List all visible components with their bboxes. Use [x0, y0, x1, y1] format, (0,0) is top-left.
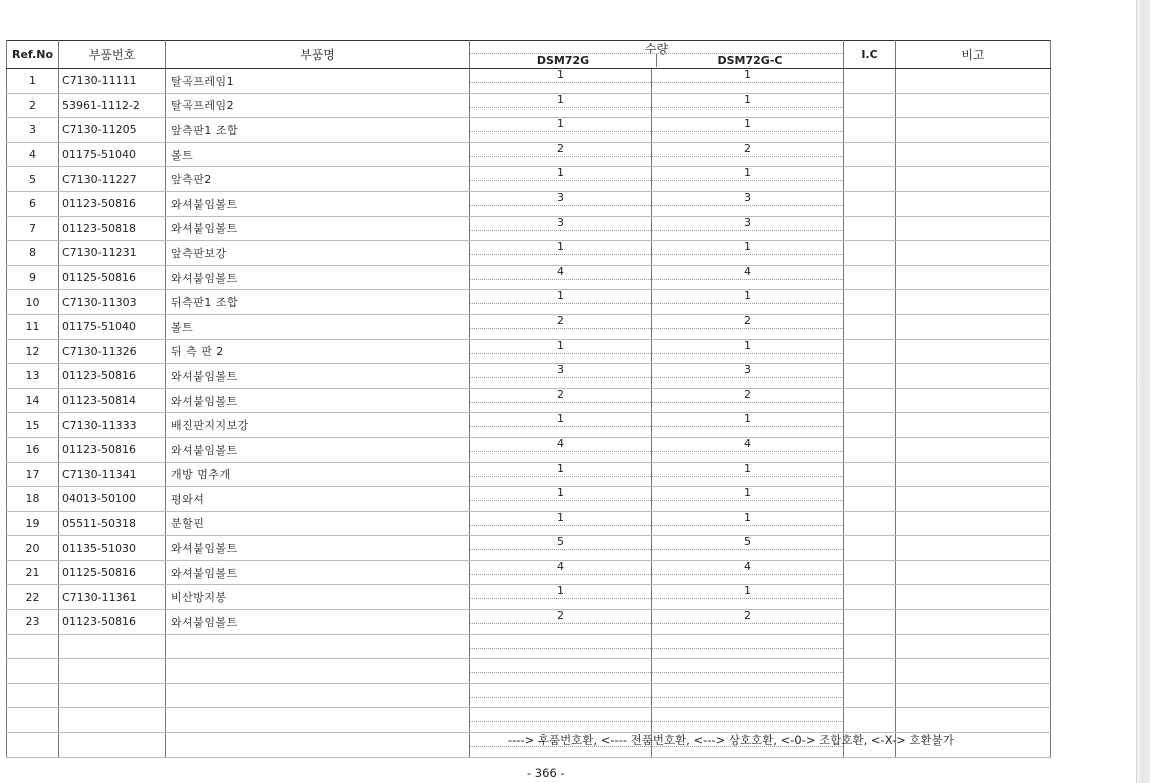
qty-value: 1: [470, 118, 651, 132]
cell-qty-model-2: [652, 536, 844, 561]
cell-qty-model-1: [470, 511, 652, 536]
qty-value: 1: [470, 94, 651, 108]
cell-qty-model-1: [470, 683, 652, 708]
cell-part-name: 개방 멈추개: [166, 462, 470, 487]
qty-value: 4: [470, 266, 651, 280]
table-header-row: [7, 41, 1051, 69]
cell-remarks: [896, 659, 1051, 684]
cell-ref-no: 8: [7, 241, 59, 266]
table-row: [7, 290, 1051, 315]
cell-ic: [844, 339, 896, 364]
cell-remarks: [896, 487, 1051, 512]
cell-remarks: [896, 241, 1051, 266]
cell-ref-no: 12: [7, 339, 59, 364]
cell-qty-model-2: [652, 265, 844, 290]
cell-part-name: 와셔붙임볼트: [166, 437, 470, 462]
table-row: [7, 167, 1051, 192]
cell-part-no: C7130-11303: [59, 290, 166, 315]
qty-value: 1: [470, 487, 651, 501]
cell-part-no: 01123-50816: [59, 437, 166, 462]
cell-qty-model-2: [652, 585, 844, 610]
cell-ref-no: [7, 733, 59, 758]
table-row: [7, 659, 1051, 684]
cell-part-name: 배진판지지보강: [166, 413, 470, 438]
cell-part-name: 와셔붙임볼트: [166, 364, 470, 389]
cell-part-name: 볼트: [166, 142, 470, 167]
cell-ic: [844, 314, 896, 339]
cell-ref-no: [7, 634, 59, 659]
cell-part-no: C7130-11227: [59, 167, 166, 192]
cell-part-name: 뒤측판1 조합: [166, 290, 470, 315]
cell-part-no: [59, 708, 166, 733]
table-row: [7, 93, 1051, 118]
cell-ic: [844, 241, 896, 266]
scanner-edge: [1136, 0, 1150, 783]
header-models: [470, 53, 843, 67]
cell-ic: [844, 69, 896, 94]
cell-qty-model-2: [652, 634, 844, 659]
cell-ic: [844, 118, 896, 143]
cell-ref-no: 21: [7, 560, 59, 585]
cell-part-no: [59, 683, 166, 708]
cell-qty-model-2: [652, 437, 844, 462]
cell-ref-no: 22: [7, 585, 59, 610]
cell-remarks: [896, 585, 1051, 610]
cell-ic: [844, 388, 896, 413]
cell-remarks: [896, 216, 1051, 241]
qty-value: 2: [470, 315, 651, 329]
table-row: [7, 69, 1051, 94]
qty-value: 2: [470, 610, 651, 624]
cell-qty-model-1: [470, 265, 652, 290]
cell-part-no: 01125-50816: [59, 265, 166, 290]
qty-value: 1: [470, 512, 651, 526]
cell-remarks: [896, 167, 1051, 192]
cell-qty-model-2: [652, 683, 844, 708]
cell-ic: [844, 683, 896, 708]
cell-remarks: [896, 191, 1051, 216]
cell-qty-model-2: [652, 69, 844, 94]
cell-ref-no: 11: [7, 314, 59, 339]
header-ic: I.C: [844, 41, 896, 69]
cell-ref-no: 5: [7, 167, 59, 192]
qty-value: 1: [652, 512, 843, 526]
qty-value: [470, 635, 651, 649]
cell-qty-model-1: [470, 191, 652, 216]
cell-ref-no: 15: [7, 413, 59, 438]
cell-part-no: C7130-11326: [59, 339, 166, 364]
table-row: [7, 511, 1051, 536]
table-row: [7, 314, 1051, 339]
cell-qty-model-1: [470, 560, 652, 585]
qty-value: 4: [652, 438, 843, 452]
cell-ic: [844, 659, 896, 684]
header-ref-no: Ref.No: [7, 41, 59, 69]
cell-qty-model-2: [652, 659, 844, 684]
cell-part-no: C7130-11333: [59, 413, 166, 438]
cell-part-name: 앞측판보강: [166, 241, 470, 266]
page-number: - 366 -: [527, 766, 565, 780]
cell-qty-model-1: [470, 487, 652, 512]
cell-ref-no: 2: [7, 93, 59, 118]
qty-value: 4: [470, 561, 651, 575]
header-quantity: [470, 41, 844, 69]
cell-qty-model-2: [652, 191, 844, 216]
cell-ic: [844, 364, 896, 389]
qty-value: 1: [652, 463, 843, 477]
cell-part-name: [166, 708, 470, 733]
cell-ic: [844, 216, 896, 241]
cell-part-name: 뒤 측 판 2: [166, 339, 470, 364]
cell-part-name: 와셔붙임볼트: [166, 216, 470, 241]
qty-value: 4: [652, 561, 843, 575]
cell-ic: [844, 93, 896, 118]
table-row: [7, 118, 1051, 143]
cell-remarks: [896, 462, 1051, 487]
cell-qty-model-2: [652, 167, 844, 192]
cell-remarks: [896, 69, 1051, 94]
cell-part-no: [59, 659, 166, 684]
cell-qty-model-2: [652, 708, 844, 733]
cell-qty-model-1: [470, 241, 652, 266]
header-remarks: 비고: [896, 41, 1051, 69]
table-body: [7, 69, 1051, 758]
cell-ref-no: 10: [7, 290, 59, 315]
qty-value: 2: [652, 610, 843, 624]
cell-part-no: C7130-11361: [59, 585, 166, 610]
qty-value: 1: [470, 340, 651, 354]
cell-ref-no: 3: [7, 118, 59, 143]
cell-qty-model-2: [652, 290, 844, 315]
table-row: [7, 610, 1051, 635]
cell-qty-model-2: [652, 314, 844, 339]
qty-value: 3: [652, 217, 843, 231]
cell-ic: [844, 610, 896, 635]
cell-part-no: 04013-50100: [59, 487, 166, 512]
cell-qty-model-1: [470, 93, 652, 118]
cell-remarks: [896, 339, 1051, 364]
cell-part-no: 01123-50816: [59, 610, 166, 635]
qty-value: 1: [652, 487, 843, 501]
cell-remarks: [896, 610, 1051, 635]
cell-qty-model-2: [652, 413, 844, 438]
cell-part-no: 01175-51040: [59, 142, 166, 167]
qty-value: [652, 708, 843, 722]
cell-qty-model-2: [652, 241, 844, 266]
qty-value: 1: [652, 69, 843, 83]
cell-part-no: 01123-50816: [59, 191, 166, 216]
cell-ic: [844, 585, 896, 610]
cell-part-name: [166, 733, 470, 758]
cell-remarks: [896, 388, 1051, 413]
cell-qty-model-1: [470, 585, 652, 610]
table-row: [7, 364, 1051, 389]
cell-qty-model-1: [470, 659, 652, 684]
cell-ref-no: [7, 659, 59, 684]
cell-part-name: 와셔붙임볼트: [166, 610, 470, 635]
header-quantity-title: 수량: [644, 42, 669, 56]
cell-qty-model-1: [470, 437, 652, 462]
cell-qty-model-2: [652, 118, 844, 143]
cell-part-name: 분할핀: [166, 511, 470, 536]
table-row: [7, 536, 1051, 561]
qty-value: 1: [470, 463, 651, 477]
cell-ic: [844, 290, 896, 315]
qty-value: 4: [652, 266, 843, 280]
cell-part-no: C7130-11111: [59, 69, 166, 94]
cell-remarks: [896, 364, 1051, 389]
cell-ic: [844, 413, 896, 438]
cell-part-name: 탈곡프레임1: [166, 69, 470, 94]
qty-value: 1: [652, 290, 843, 304]
cell-part-name: 와셔붙임볼트: [166, 536, 470, 561]
cell-ref-no: [7, 708, 59, 733]
cell-qty-model-2: [652, 462, 844, 487]
cell-ref-no: 1: [7, 69, 59, 94]
qty-value: 5: [652, 536, 843, 550]
cell-qty-model-1: [470, 462, 652, 487]
cell-ref-no: 14: [7, 388, 59, 413]
cell-qty-model-1: [470, 118, 652, 143]
cell-qty-model-1: [470, 142, 652, 167]
cell-ref-no: 19: [7, 511, 59, 536]
cell-part-name: 평와셔: [166, 487, 470, 512]
cell-qty-model-2: [652, 487, 844, 512]
qty-value: 2: [470, 143, 651, 157]
cell-part-name: 와셔붙임볼트: [166, 265, 470, 290]
cell-part-no: 01125-50816: [59, 560, 166, 585]
cell-qty-model-1: [470, 339, 652, 364]
table-row: [7, 634, 1051, 659]
qty-value: [652, 684, 843, 698]
qty-value: 2: [652, 315, 843, 329]
qty-value: [652, 659, 843, 673]
cell-part-name: 앞측판1 조합: [166, 118, 470, 143]
qty-value: 3: [470, 364, 651, 378]
cell-qty-model-1: [470, 167, 652, 192]
cell-part-no: [59, 634, 166, 659]
qty-value: 2: [652, 143, 843, 157]
table-row: [7, 191, 1051, 216]
cell-ref-no: [7, 683, 59, 708]
cell-remarks: [896, 560, 1051, 585]
cell-ic: [844, 536, 896, 561]
cell-ref-no: 13: [7, 364, 59, 389]
cell-ref-no: 16: [7, 437, 59, 462]
cell-ic: [844, 142, 896, 167]
table-row: [7, 462, 1051, 487]
cell-part-no: C7130-11231: [59, 241, 166, 266]
table-row: [7, 413, 1051, 438]
cell-part-no: C7130-11205: [59, 118, 166, 143]
cell-qty-model-2: [652, 364, 844, 389]
cell-part-name: 탈곡프레임2: [166, 93, 470, 118]
cell-ref-no: 20: [7, 536, 59, 561]
cell-qty-model-1: [470, 388, 652, 413]
qty-value: 3: [470, 217, 651, 231]
cell-part-no: 53961-1112-2: [59, 93, 166, 118]
cell-part-name: 비산방지봉: [166, 585, 470, 610]
qty-value: 3: [652, 364, 843, 378]
cell-remarks: [896, 511, 1051, 536]
cell-qty-model-2: [652, 142, 844, 167]
qty-value: 3: [470, 192, 651, 206]
qty-value: 1: [652, 340, 843, 354]
cell-part-no: 01123-50816: [59, 364, 166, 389]
qty-value: 1: [470, 585, 651, 599]
table-row: [7, 142, 1051, 167]
cell-ref-no: 17: [7, 462, 59, 487]
cell-ic: [844, 708, 896, 733]
cell-remarks: [896, 93, 1051, 118]
table-row: [7, 241, 1051, 266]
qty-value: 1: [470, 69, 651, 83]
qty-value: 1: [652, 94, 843, 108]
cell-qty-model-1: [470, 290, 652, 315]
cell-ic: [844, 462, 896, 487]
cell-qty-model-1: [470, 364, 652, 389]
cell-part-name: [166, 659, 470, 684]
cell-part-no: [59, 733, 166, 758]
cell-ic: [844, 634, 896, 659]
cell-part-name: [166, 683, 470, 708]
cell-ref-no: 6: [7, 191, 59, 216]
cell-part-name: 와셔붙임볼트: [166, 191, 470, 216]
cell-part-no: 01175-51040: [59, 314, 166, 339]
cell-part-name: 앞측판2: [166, 167, 470, 192]
qty-value: 1: [470, 290, 651, 304]
table-row: [7, 216, 1051, 241]
qty-value: 1: [470, 241, 651, 255]
header-part-name: 부품명: [166, 41, 470, 69]
qty-value: 2: [470, 389, 651, 403]
cell-part-no: 01123-50814: [59, 388, 166, 413]
qty-value: 1: [652, 413, 843, 427]
header-model-1: DSM72G: [470, 54, 657, 67]
cell-remarks: [896, 683, 1051, 708]
qty-value: 5: [470, 536, 651, 550]
cell-remarks: [896, 118, 1051, 143]
cell-remarks: [896, 265, 1051, 290]
cell-ref-no: 4: [7, 142, 59, 167]
cell-qty-model-1: [470, 536, 652, 561]
cell-ic: [844, 487, 896, 512]
cell-ref-no: 7: [7, 216, 59, 241]
qty-value: 1: [652, 118, 843, 132]
cell-part-no: C7130-11341: [59, 462, 166, 487]
cell-part-no: 05511-50318: [59, 511, 166, 536]
qty-value: 1: [652, 167, 843, 181]
cell-part-no: 01135-51030: [59, 536, 166, 561]
qty-value: 3: [652, 192, 843, 206]
cell-remarks: [896, 536, 1051, 561]
interchangeability-legend: ----> 후품번호환, <---- 전품번호환, <---> 상호호환, <-0-> 조합호환, <-X-> 호환불가: [508, 733, 954, 747]
cell-remarks: [896, 290, 1051, 315]
cell-qty-model-2: [652, 339, 844, 364]
qty-value: [470, 708, 651, 722]
cell-qty-model-2: [652, 560, 844, 585]
cell-qty-model-1: [470, 314, 652, 339]
table-row: [7, 487, 1051, 512]
header-part-no: 부품번호: [59, 41, 166, 69]
qty-value: [652, 635, 843, 649]
cell-ic: [844, 265, 896, 290]
table-row: [7, 265, 1051, 290]
cell-remarks: [896, 314, 1051, 339]
cell-remarks: [896, 142, 1051, 167]
cell-part-name: 와셔붙임볼트: [166, 388, 470, 413]
parts-table: [6, 40, 1051, 758]
cell-remarks: [896, 708, 1051, 733]
qty-value: 1: [652, 241, 843, 255]
cell-qty-model-1: [470, 610, 652, 635]
table-row: [7, 560, 1051, 585]
qty-value: 1: [652, 585, 843, 599]
table-row: [7, 437, 1051, 462]
cell-ic: [844, 167, 896, 192]
qty-value: 2: [652, 389, 843, 403]
table-row: [7, 708, 1051, 733]
qty-value: 1: [470, 167, 651, 181]
cell-remarks: [896, 437, 1051, 462]
table-row: [7, 388, 1051, 413]
table-row: [7, 585, 1051, 610]
cell-part-name: 와셔붙임볼트: [166, 560, 470, 585]
cell-qty-model-2: [652, 511, 844, 536]
cell-qty-model-2: [652, 93, 844, 118]
cell-ic: [844, 560, 896, 585]
qty-value: 1: [470, 413, 651, 427]
cell-qty-model-2: [652, 216, 844, 241]
cell-ic: [844, 191, 896, 216]
cell-part-no: 01123-50818: [59, 216, 166, 241]
cell-qty-model-1: [470, 216, 652, 241]
cell-ref-no: 23: [7, 610, 59, 635]
cell-part-name: [166, 634, 470, 659]
qty-value: [470, 684, 651, 698]
qty-value: [470, 659, 651, 673]
cell-qty-model-1: [470, 69, 652, 94]
cell-qty-model-2: [652, 388, 844, 413]
table-row: [7, 683, 1051, 708]
header-model-2: DSM72G-C: [717, 54, 783, 67]
cell-qty-model-2: [652, 610, 844, 635]
cell-ic: [844, 437, 896, 462]
cell-ref-no: 18: [7, 487, 59, 512]
table-row: [7, 339, 1051, 364]
cell-ic: [844, 511, 896, 536]
cell-remarks: [896, 413, 1051, 438]
cell-ref-no: 9: [7, 265, 59, 290]
cell-part-name: 볼트: [166, 314, 470, 339]
qty-value: 4: [470, 438, 651, 452]
cell-qty-model-1: [470, 708, 652, 733]
cell-qty-model-1: [470, 634, 652, 659]
cell-remarks: [896, 634, 1051, 659]
cell-qty-model-1: [470, 413, 652, 438]
